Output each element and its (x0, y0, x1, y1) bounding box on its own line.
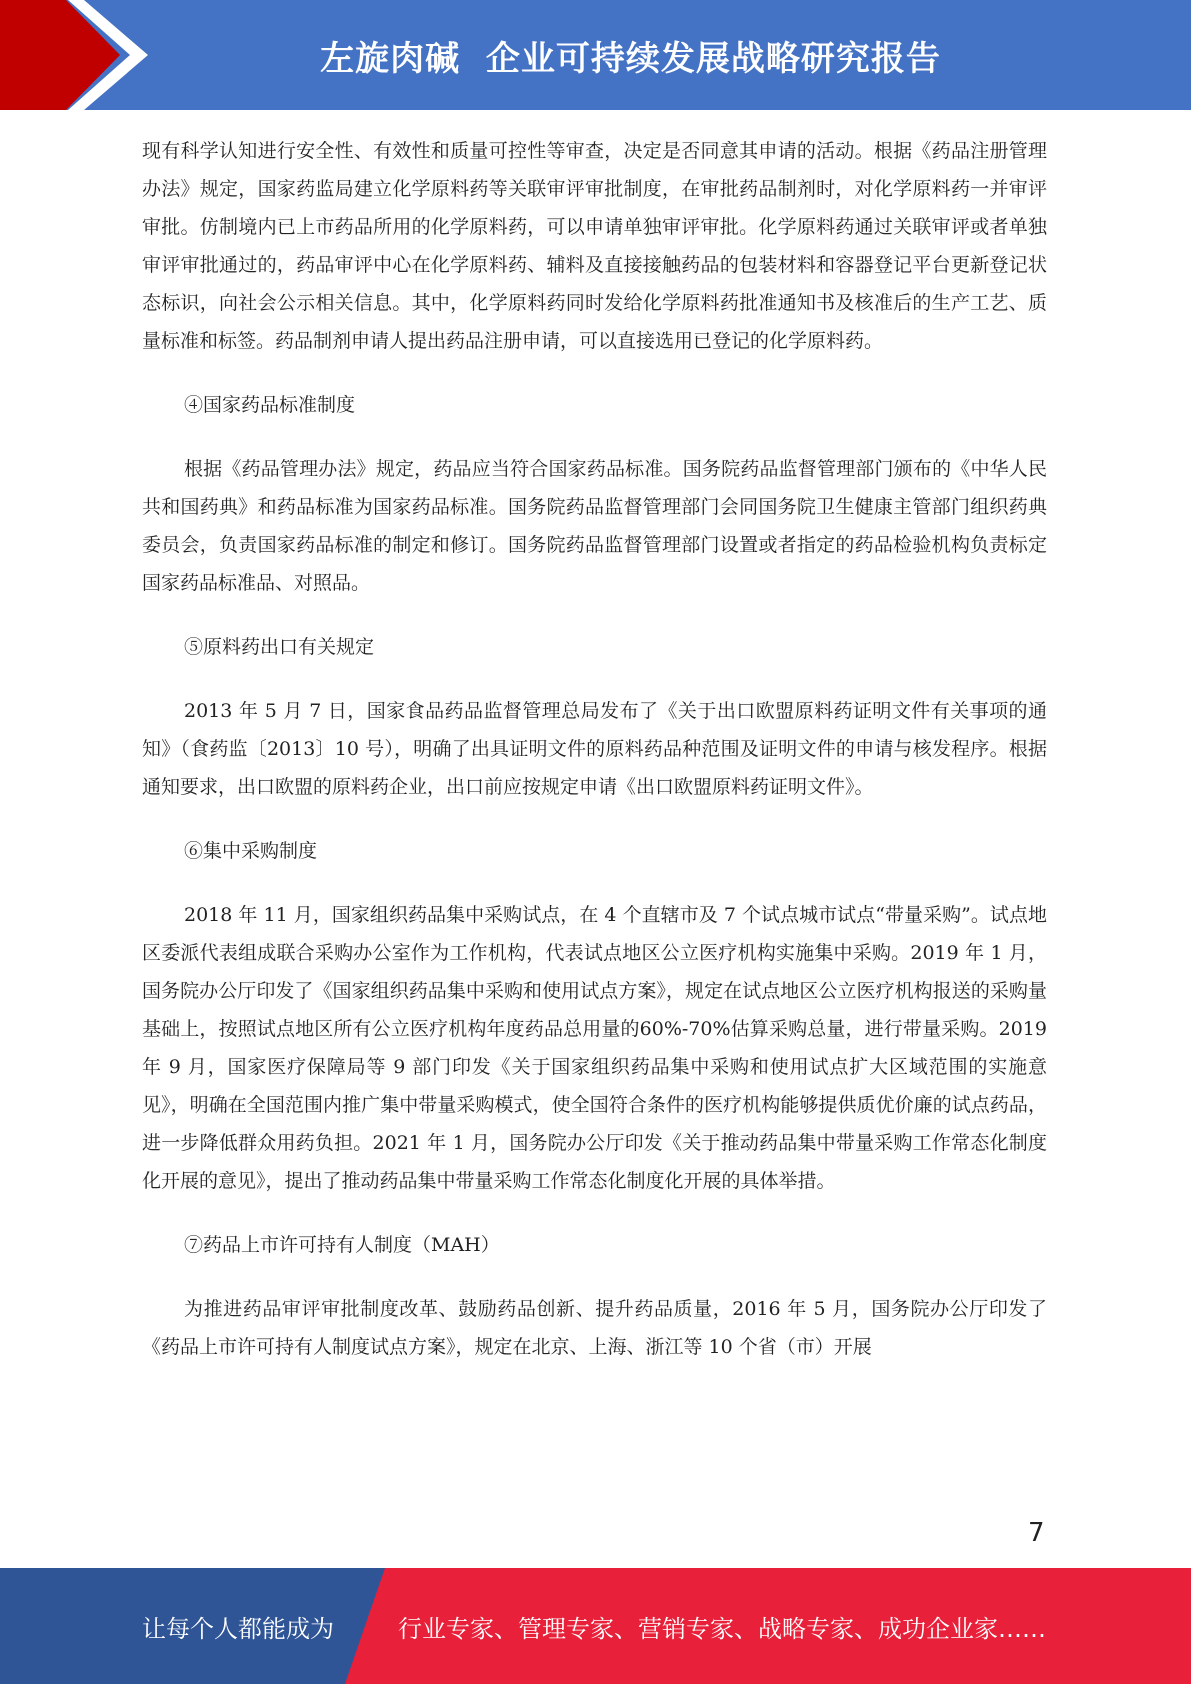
paragraph-centralized-procurement: 2018 年 11 月，国家组织药品集中采购试点，在 4 个直辖市及 7 个试点城市试点“带量采购”。试点地区委派代表组成联合采购办公室作为工作机构，代表试点地区公立医疗机构实施集中采购。2019 年 1 月，国务院办公厅印发了《国家组织药品集中采购和使用试点方案》，规定在试点地区公立医疗机构报送的采购量基础上，按照试点地区所有公立医疗机构年度药品总用量的60%-70%估算采购总量，进行带量采购。2019 年 9 月，国家医疗保障局等 9 部门印发《关于国家组织药品集中采购和使用试点扩大区域范围的实施意见》，明确在全国范围内推广集中带量采购模式，使全国符合条件的医疗机构能够提供质优价廉的试点药品，进一步降低群众用药负担。2021 年 1 月，国务院办公厅印发《关于推动药品集中带量采购工作常态化制度化开展的意见》，提出了推动药品集中带量采购工作常态化制度化开展的具体举措。 (142, 904, 1047, 1192)
paragraph-registration: 现有科学认知进行安全性、有效性和质量可控性等审查，决定是否同意其申请的活动。根据《药品注册管理办法》规定，国家药监局建立化学原料药等关联审评审批制度，在审批药品制剂时，对化学原料药一并审评审批。仿制境内已上市药品所用的化学原料药，可以申请单独审评审批。化学原料药通过关联审评或者单独审评审批通过的，药品审评中心在化学原料药、辅料及直接接触药品的包装材料和容器登记平台更新登记状态标识，向社会公示相关信息。其中，化学原料药同时发给化学原料药批准通知书及核准后的生产工艺、质量标准和标签。药品制剂申请人提出药品注册申请，可以直接选用已登记的化学原料药。 (142, 140, 1047, 352)
section-heading-centralized-procurement: ⑥集中采购制度 (184, 840, 318, 862)
section-heading-national-standards: ④国家药品标准制度 (184, 394, 356, 416)
document-body (142, 132, 1047, 1392)
page-footer (0, 1568, 1191, 1684)
footer-slogan-left: 让每个人都能成为 (142, 1614, 334, 1643)
paragraph-export-rules: 2013 年 5 月 7 日，国家食品药品监督管理总局发布了《关于出口欧盟原料药证明文件有关事项的通知》（食药监〔2013〕10 号），明确了出具证明文件的原料药品种范围及证明文件的申请与核发程序。根据通知要求，出口欧盟的原料药企业，出口前应按规定申请《出口欧盟原料药证明文件》。 (142, 700, 1047, 798)
report-title: 左旋肉碱 企业可持续发展战略研究报告 (320, 38, 941, 79)
paragraph-national-standards: 根据《药品管理办法》规定，药品应当符合国家药品标准。国务院药品监督管理部门颁布的《中华人民共和国药典》和药品标准为国家药品标准。国务院药品监督管理部门会同国务院卫生健康主管部门组织药典委员会，负责国家药品标准的制定和修订。国务院药品监督管理部门设置或者指定的药品检验机构负责标定国家药品标准品、对照品。 (142, 458, 1047, 594)
paragraph-mah: 为推进药品审评审批制度改革、鼓励药品创新、提升药品质量，2016 年 5 月，国务院办公厅印发了《药品上市许可持有人制度试点方案》，规定在北京、上海、浙江等 10 个省（市）开展 (142, 1298, 1047, 1358)
section-heading-mah: ⑦药品上市许可持有人制度（MAH） (184, 1234, 500, 1256)
page-number: 7 (1028, 1518, 1045, 1548)
footer-slogan-right: 行业专家、管理专家、营销专家、战略专家、成功企业家…… (398, 1614, 1046, 1643)
section-heading-export-rules: ⑤原料药出口有关规定 (184, 636, 375, 658)
page-header (0, 0, 1191, 110)
